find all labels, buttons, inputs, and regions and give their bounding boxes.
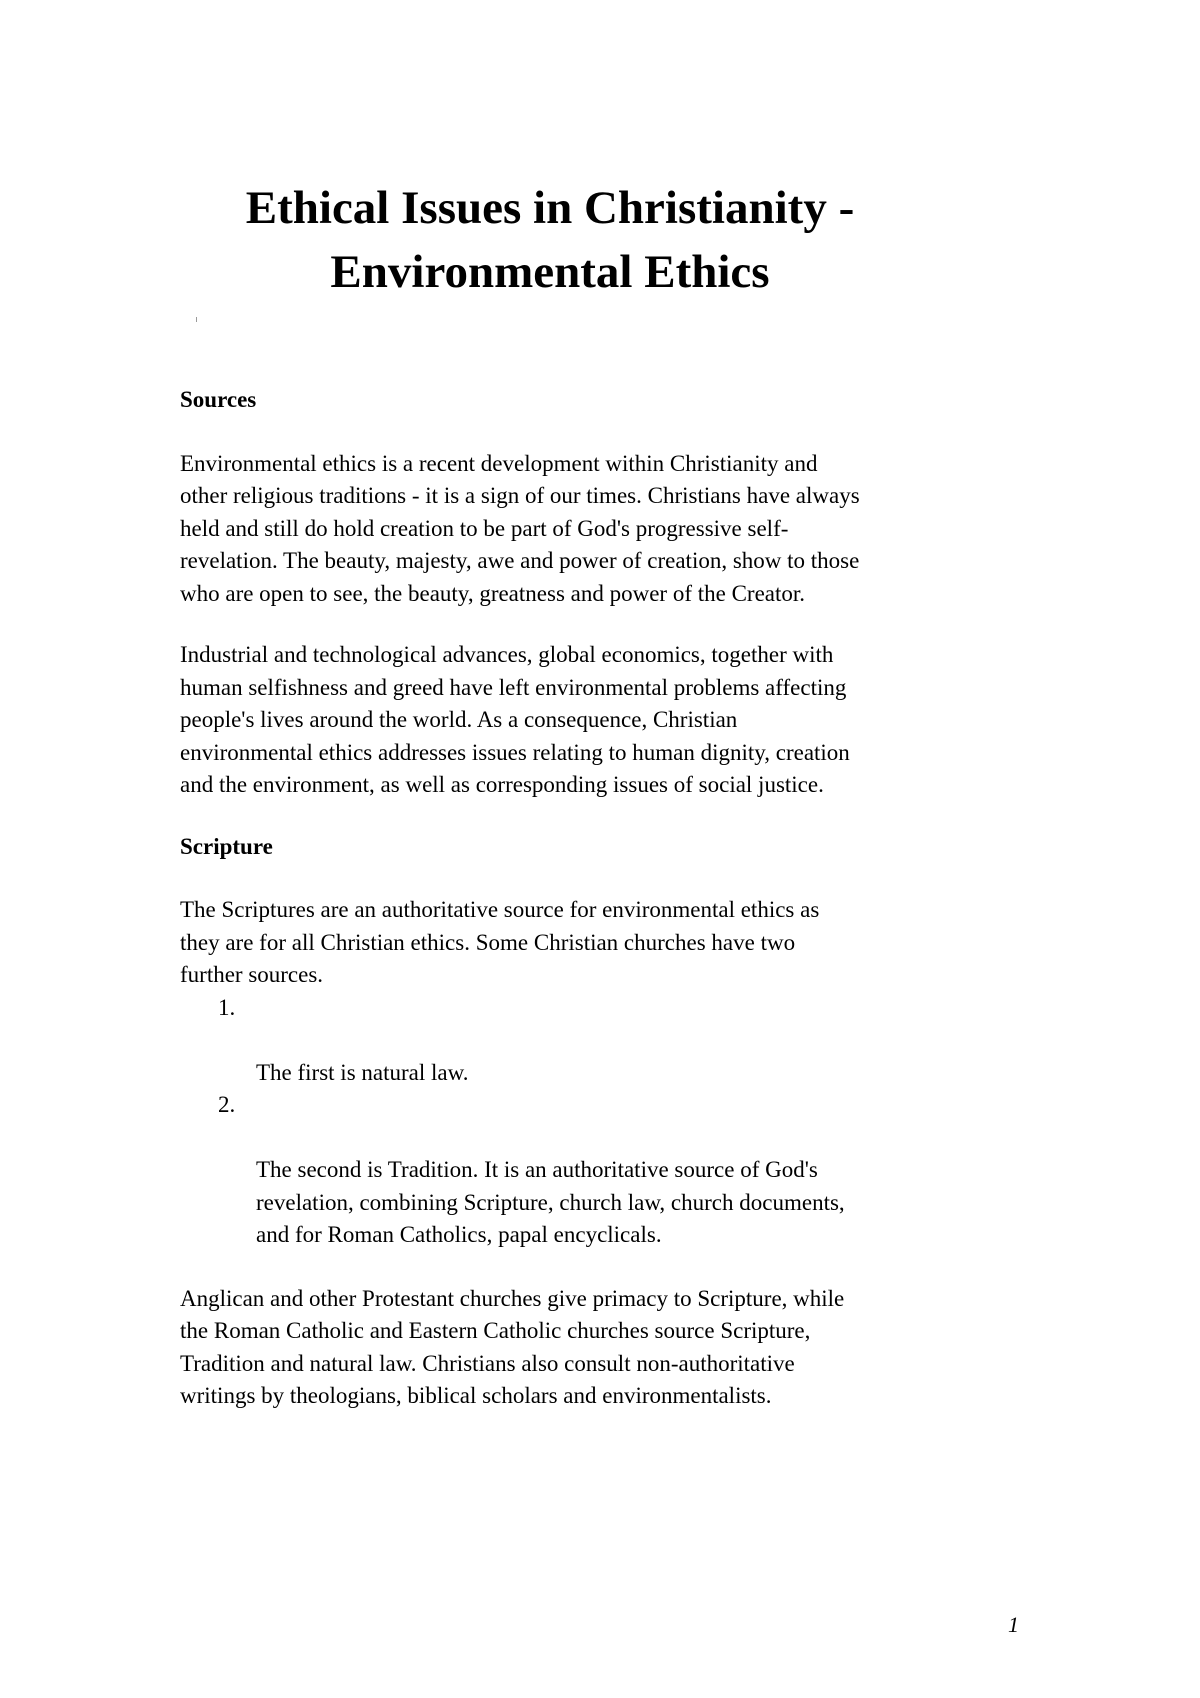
paragraph: Environmental ethics is a recent development within Christianity and other religious traditions - it is a sign of our times. Christians have always held and still do hold creation to be part of God's progressive self- revelation. The beauty, majesty, awe and power of creation, show to those who are open to see, the beauty, greatness and power of the Creator. bbox=[180, 450, 860, 606]
document-body bbox=[180, 384, 1040, 1413]
list-item-text: The second is Tradition. It is an authoritative source of God's revelation, combining Scripture, church law, church documents, and for Roman Catholics, papal encyclicals. bbox=[256, 1157, 845, 1247]
stray-mark bbox=[196, 317, 197, 322]
list-item bbox=[180, 1089, 1040, 1252]
title-line-2: Environmental Ethics bbox=[330, 246, 770, 298]
list-item bbox=[180, 992, 1040, 1090]
paragraph: Industrial and technological advances, global economics, together with human selfishness and greed have left environmental problems affecting people's lives around the world. As a consequence, Christian environmental ethics addresses issues relating to human dignity, creation and the environment, as well as corresponding issues of social justice. bbox=[180, 642, 850, 797]
list-number: 1. bbox=[218, 994, 236, 1020]
numbered-list bbox=[180, 992, 1040, 1252]
list-number: 2. bbox=[218, 1092, 236, 1117]
list-item-text: The first is natural law. bbox=[256, 1059, 469, 1085]
section-heading-scripture: Scripture bbox=[180, 833, 273, 859]
title-line-1: Ethical Issues in Christianity - bbox=[245, 182, 855, 234]
section-heading-sources: Sources bbox=[180, 387, 257, 412]
document-title bbox=[0, 176, 1100, 304]
page-number: 1 bbox=[1008, 1612, 1019, 1637]
paragraph: The Scriptures are an authoritative source for environmental ethics as they are for all Christian ethics. Some Christian churches have two further sources. bbox=[180, 897, 820, 987]
paragraph: Anglican and other Protestant churches give primacy to Scripture, while the Roman Catholic and Eastern Catholic churches source Scripture, Tradition and natural law. Christians also consult non-authoritative writings by theologians, biblical scholars and environmentalists. bbox=[180, 1285, 845, 1408]
